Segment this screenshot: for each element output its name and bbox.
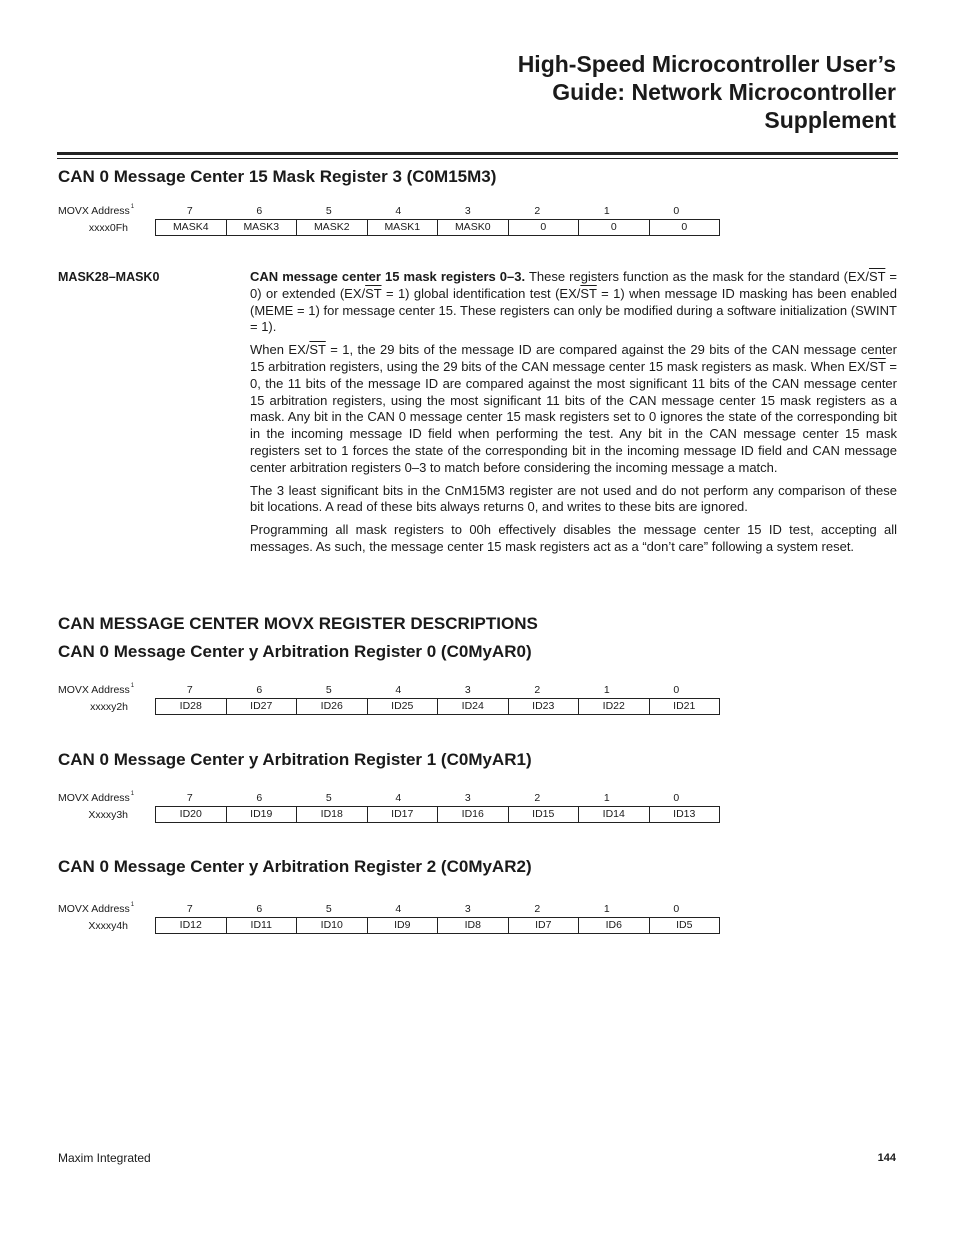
bit-number: 6 [256,683,263,696]
register-bit-cell: MASK3 [226,220,297,235]
register-bit-cell: MASK0 [437,220,508,235]
register-bit-cell: ID25 [367,699,438,714]
title-line: Guide: Network Microcontroller [552,79,896,105]
register-bit-cell: ID8 [437,918,508,933]
ar2-heading: CAN 0 Message Center y Arbitration Register 2 (C0MyAR2) [58,857,532,876]
field-description [250,269,897,562]
register-bit-cell: ID27 [226,699,297,714]
movx-address-label: MOVX Address$^1$ [58,901,135,915]
register-bit-cell: ID17 [367,807,438,822]
bit-number: 1 [603,902,610,915]
bit-number: 0 [673,902,680,915]
title-line: High-Speed Microcontroller User’s [517,51,896,77]
bit-number: 0 [673,683,680,696]
register-bit-cell: ID22 [578,699,649,714]
bit-number: 5 [325,204,332,217]
register-cell-row [58,698,711,715]
movx-address-value: Xxxxy4h [88,919,128,932]
register-bit-number-row [58,681,711,698]
bit-number: 5 [325,683,332,696]
bit-number: 4 [395,902,402,915]
register-bit-cell: ID18 [296,807,367,822]
register-table-ar1 [58,789,711,823]
movx-address-value: xxxxy2h [90,700,128,713]
bit-number: 7 [186,683,193,696]
bit-number: 7 [186,902,193,915]
register-bit-cell: ID11 [226,918,297,933]
bit-number: 3 [464,791,471,804]
bit-number: 2 [534,683,541,696]
footer-company: Maxim Integrated [58,1151,151,1165]
register-bit-cell: ID15 [508,807,579,822]
bit-number: 3 [464,683,471,696]
register-bit-number-row [58,202,711,219]
bit-number: 1 [603,204,610,217]
register-bit-cell: ID7 [508,918,579,933]
register-bit-cell: ID9 [367,918,438,933]
movx-address-value: Xxxxy3h [88,808,128,821]
register-cells [155,917,720,934]
register-bit-cell: ID26 [296,699,367,714]
bit-number: 7 [186,791,193,804]
description-paragraph: The 3 least significant bits in the CnM15M3 register are not used and do not perform any comparison of these bit locations. A read of these bits always returns 0, and writes to these bits are ignored. [250,482,897,515]
bit-number: 0 [673,204,680,217]
register-bit-cell: ID20 [179,808,202,820]
description-paragraph: When $EX/\overline{ST} = 1$, the 29 bits of the message ID are compared against the 29 bits of the CAN message center 15 arbitration registers, using the 29 bits of the CAN message center 15 mask registers as mask. When $EX/\overline{ST} = 0$, the 11 bits of the message ID are compared against the most significant 11 bits of the CAN message center 15 arbitration registers, using the most significant 11 bits of the CAN message center 15 mask registers as a mask. Any bit in the CAN 0 message center 15 mask registers set to 0 ignores the state of the corresponding bit in the incoming message ID field when performing the test. Any bit in the CAN message center 15 mask registers set to 1 forces the state of the corresponding bit in the incoming message ID field and CAN message center arbitration registers 0–3 to match before considering the incoming message a match. [250,342,897,475]
bit-number: 3 [464,902,471,915]
bit-number: 2 [534,791,541,804]
bit-number: 2 [534,902,541,915]
register-bit-number-row [58,900,711,917]
register-cells [155,698,720,715]
register-table-mask [58,202,711,236]
ar1-heading: CAN 0 Message Center y Arbitration Register 1 (C0MyAR1) [58,750,532,769]
bit-number: 3 [464,204,471,217]
register-bit-cell: ID23 [508,699,579,714]
bit-number: 6 [256,204,263,217]
description-paragraph: Programming all mask registers to 00h effectively disables the message center 15 ID test, accepting all messages. As such, the message center 15 mask registers act as a “don’t care” following a system reset. [250,522,897,554]
bit-number: 0 [673,791,680,804]
bit-number: 4 [395,791,402,804]
register-bit-cell: ID21 [649,699,720,714]
register-bit-cell: ID14 [578,807,649,822]
description-paragraph: CAN message center 15 mask registers 0–3. These registers function as the mask for the standard $(EX/\overline{ST} = 0)$ or extended $(EX/\overline{ST} = 1)$ global identification test $(EX/\overline{ST} = 1)$ when message ID masking has been enabled (MEME = 1) for message center 15. These registers can only be modified during a software initialization (SWINT = 1). [250,269,898,335]
bit-number: 5 [325,902,332,915]
movx-address-label: MOVX Address$^1$ [58,790,135,804]
register-bit-cell: ID16 [437,807,508,822]
document-title [336,50,896,134]
bit-number: 6 [256,902,263,915]
register-cell-row [58,219,711,236]
register-bit-cell: MASK1 [367,220,438,235]
bit-number: 7 [186,204,193,217]
register-bit-cell: ID6 [578,918,649,933]
register-bit-cell: ID24 [437,699,508,714]
bit-number: 1 [603,683,610,696]
register-bit-cell: ID5 [649,918,720,933]
bit-number: 6 [256,791,263,804]
register-bit-cell: 0 [508,220,579,235]
register-cells [155,219,720,236]
register-bit-cell: ID10 [296,918,367,933]
movx-section-heading: CAN MESSAGE CENTER MOVX REGISTER DESCRIPTIONS [58,614,538,633]
register-bit-cell: 0 [649,220,720,235]
field-name-mask: MASK28–MASK0 [58,270,160,284]
register-cells [155,806,720,823]
register-cell-row [58,917,711,934]
register-bit-cell: ID12 [179,919,202,931]
bit-number: 4 [395,204,402,217]
register-bit-cell: ID13 [649,807,720,822]
bit-number: 4 [395,683,402,696]
footer-page-number: 144 [877,1152,896,1164]
register-bit-cell: MASK2 [296,220,367,235]
register-bit-cell: ID19 [226,807,297,822]
register-bit-number-row [58,789,711,806]
register-bit-cell: 0 [578,220,649,235]
bit-number: 2 [534,204,541,217]
mask-register-heading: CAN 0 Message Center 15 Mask Register 3 (C0M15M3) [58,167,497,186]
bit-number: 5 [325,791,332,804]
register-cell-row [58,806,711,823]
register-table-ar2 [58,900,711,934]
movx-address-value: xxxx0Fh [88,221,128,234]
title-line: Supplement [764,107,896,133]
register-bit-cell: ID28 [179,700,202,712]
bit-number: 1 [603,791,610,804]
ar0-heading: CAN 0 Message Center y Arbitration Register 0 (C0MyAR0) [58,642,532,661]
movx-address-label: MOVX Address$^1$ [58,203,135,217]
header-rule-thick [57,152,898,155]
register-table-ar0 [58,681,711,715]
register-bit-cell: MASK4 [172,221,209,233]
movx-address-label: MOVX Address$^1$ [58,682,135,696]
header-rule-thin [57,158,898,159]
